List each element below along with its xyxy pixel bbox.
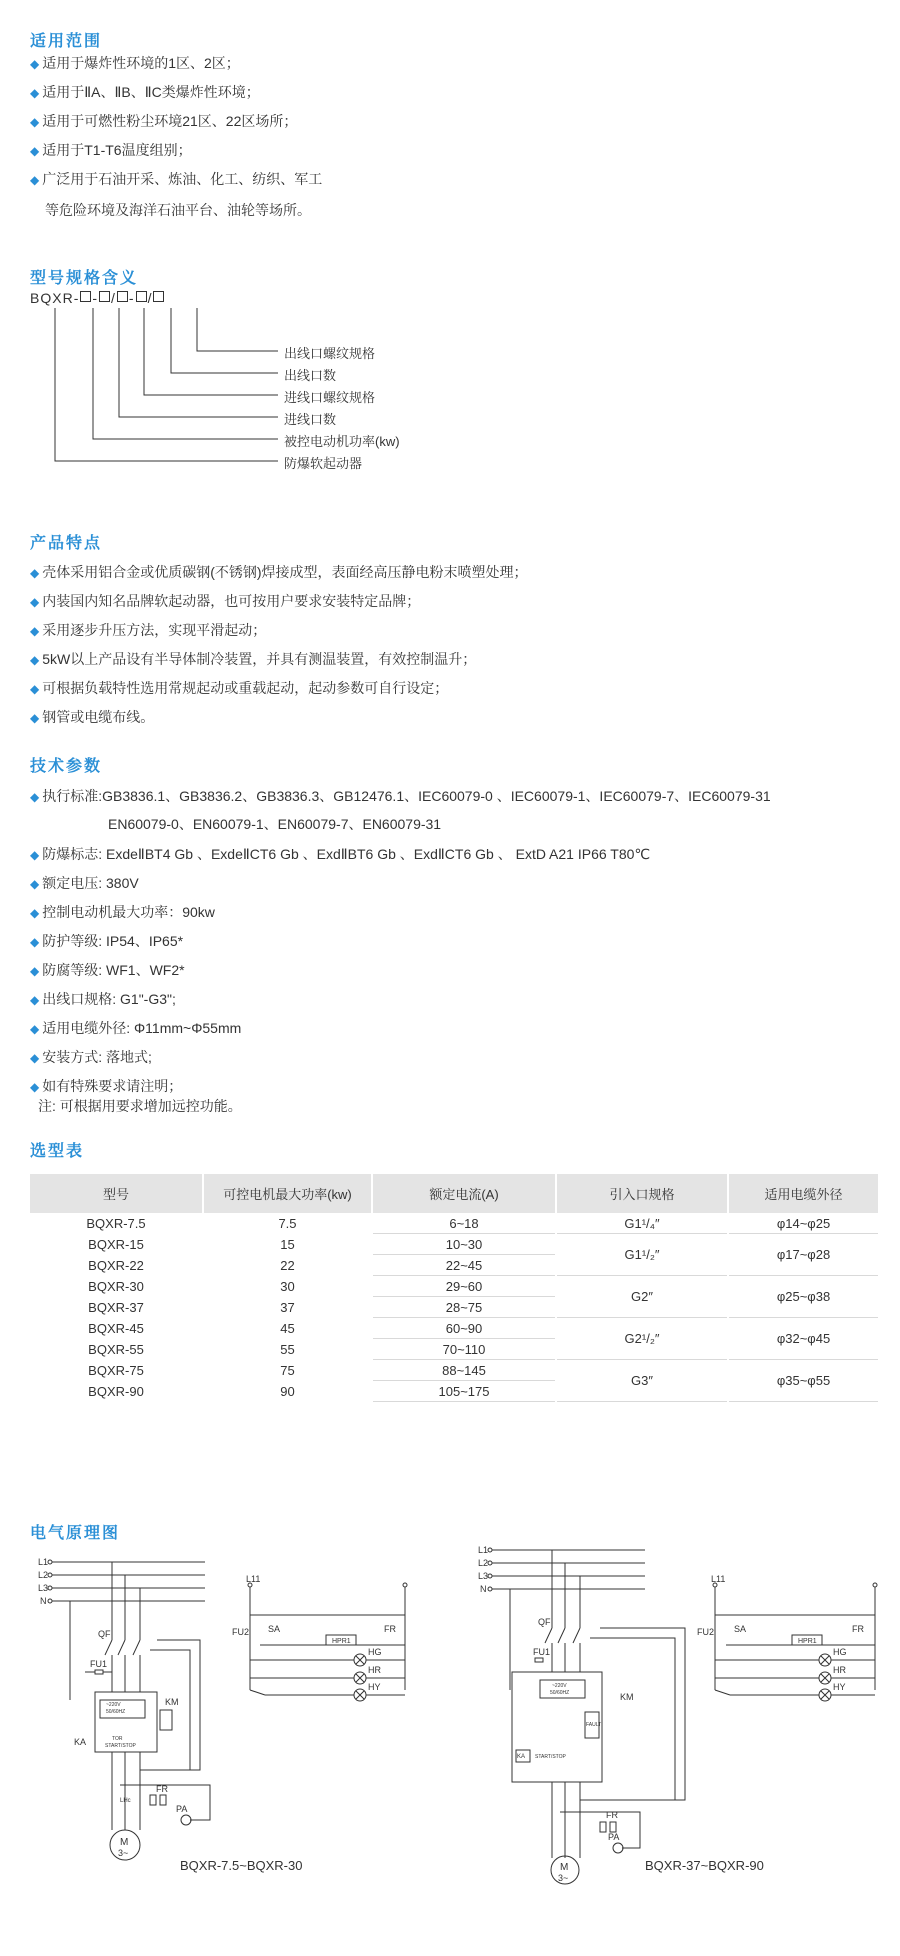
- col-header-spec: 引入口规格: [556, 1174, 728, 1213]
- model-code-item: 防爆软起动器: [284, 456, 363, 471]
- label-hr: HR: [368, 1665, 381, 1675]
- cell-power: 75: [203, 1360, 372, 1381]
- label-l2-r: L2: [478, 1558, 489, 1568]
- cell-power: 90: [203, 1381, 372, 1402]
- tech-item: [30, 902, 215, 923]
- feature-item: [30, 620, 266, 641]
- tech-item: [30, 1076, 182, 1097]
- scope-item-text: 适用于T1-T6温度组别；: [42, 142, 192, 158]
- table-row: [30, 1276, 878, 1297]
- feature-item-text: 可根据负载特性选用常规起动或重载起动，起动参数可自行设定；: [42, 680, 449, 696]
- label-lh: LHc: [120, 1798, 131, 1804]
- label-l11-r: L11: [711, 1574, 726, 1584]
- feature-item-text: 5kW以上产品设有半导体制冷装置，并具有测温装置，有效控制温升；: [42, 651, 477, 667]
- scope-item-text: 适用于可燃性粉尘环境21区、22区场所；: [42, 113, 298, 129]
- bullet-diamond-icon: ◆: [30, 993, 40, 1007]
- feature-item: [30, 678, 448, 699]
- bullet-diamond-icon: ◆: [30, 906, 40, 920]
- model-code: BQXR- - / - /: [30, 290, 165, 306]
- label-n: N: [40, 1596, 47, 1606]
- bullet-diamond-icon: ◆: [30, 624, 40, 638]
- label-pa-r: PA: [608, 1832, 620, 1842]
- label-hy-r: HY: [833, 1682, 846, 1692]
- cell-cable: φ35~φ55: [728, 1360, 878, 1402]
- cell-model: BQXR-45: [88, 1320, 144, 1336]
- bullet-diamond-icon: ◆: [30, 877, 40, 891]
- model-code-item: 被控电动机功率(kw): [284, 434, 400, 449]
- label-hz: 50/60HZ: [106, 1709, 126, 1715]
- tech-item: [30, 960, 185, 981]
- selection-table: [30, 1174, 878, 1402]
- caption-left-diagram: BQXR-7.5~BQXR-30: [180, 1858, 303, 1873]
- cell-model: BQXR-90: [88, 1383, 144, 1399]
- cell-model: BQXR-75: [88, 1362, 144, 1378]
- section-title-selection: 选型表: [30, 1143, 85, 1160]
- label-sa: SA: [268, 1624, 281, 1634]
- label-motor-r: M: [560, 1862, 569, 1873]
- label-startstop-r: START/STOP: [535, 1754, 566, 1760]
- col-header-cable: 适用电缆外径: [728, 1174, 878, 1213]
- feature-item: [30, 591, 420, 612]
- label-hr-r: HR: [833, 1665, 846, 1675]
- label-hpr-r: HPR1: [798, 1638, 817, 1645]
- bullet-diamond-icon: ◆: [30, 790, 40, 804]
- tech-item: [30, 989, 176, 1010]
- cell-spec: G1¹/₂″: [556, 1234, 728, 1276]
- label-motor: M: [120, 1837, 129, 1848]
- table-row: [30, 1213, 878, 1234]
- tech-item-text: 执行标准:GB3836.1、GB3836.2、GB3836.3、GB12476.1、IEC60079-0 、IEC60079-1、IEC60079-7、IEC60079-31: [42, 788, 771, 804]
- feature-item: [30, 562, 528, 583]
- label-km-r: KM: [620, 1692, 634, 1702]
- feature-item: [30, 649, 476, 670]
- bullet-diamond-icon: ◆: [30, 1080, 40, 1094]
- scope-item-text: 适用于ⅡA、ⅡB、ⅡC类爆炸性环境；: [42, 84, 260, 100]
- bullet-diamond-icon: ◆: [30, 653, 40, 667]
- cell-spec: G1¹/₄″: [556, 1213, 728, 1234]
- tech-item-text: 额定电压: 380V: [42, 875, 139, 891]
- label-hg-r: HG: [833, 1647, 847, 1657]
- tech-item: [30, 931, 183, 952]
- tech-item-text: 防腐等级: WF1、WF2*: [42, 962, 185, 978]
- cell-spec: G3″: [556, 1360, 728, 1402]
- label-qf: QF: [98, 1629, 111, 1639]
- table-row: [30, 1360, 878, 1381]
- cell-current: 28~75: [372, 1297, 556, 1318]
- model-code-leader-lines: [0, 0, 900, 480]
- label-l11: L11: [246, 1574, 261, 1584]
- label-qf-r: QF: [538, 1617, 551, 1627]
- label-startstop: START/STOP: [105, 1743, 136, 1749]
- bullet-diamond-icon: ◆: [30, 1051, 40, 1065]
- col-header-model: 型号: [30, 1174, 203, 1213]
- bullet-diamond-icon: ◆: [30, 935, 40, 949]
- label-ka: KA: [74, 1737, 87, 1747]
- label-fu1-r: FU1: [533, 1647, 551, 1657]
- cell-cable: φ32~φ45: [728, 1318, 878, 1360]
- cell-model: BQXR-7.5: [86, 1215, 146, 1231]
- tech-item: [30, 1018, 241, 1039]
- label-fr-r: FR: [606, 1810, 618, 1820]
- bullet-diamond-icon: ◆: [30, 144, 40, 158]
- label-km: KM: [165, 1697, 179, 1707]
- col-header-current: 额定电流(A): [372, 1174, 556, 1213]
- model-code-item: 进线口数: [284, 412, 337, 427]
- cell-current: 22~45: [372, 1255, 556, 1276]
- label-l2: L2: [38, 1570, 49, 1580]
- label-fr-ctrl: FR: [384, 1624, 396, 1634]
- bullet-diamond-icon: ◆: [30, 595, 40, 609]
- bullet-diamond-icon: ◆: [30, 115, 40, 129]
- section-title-tech: 技术参数: [30, 758, 103, 775]
- cell-model: BQXR-55: [88, 1341, 144, 1357]
- tech-item: [30, 873, 139, 894]
- section-title-model: 型号规格含义: [30, 270, 139, 287]
- bullet-diamond-icon: ◆: [30, 173, 40, 187]
- scope-item-text: 适用于爆炸性环境的1区、2区；: [42, 55, 240, 71]
- label-fault-r: FAULT: [586, 1722, 602, 1728]
- feature-item-text: 壳体采用铝合金或优质碳钢(不锈钢)焊接成型，表面经高压静电粉末喷塑处理；: [42, 564, 528, 580]
- model-code-item: 出线口螺纹规格: [284, 346, 376, 361]
- feature-item-text: 内装国内知名品牌软起动器，也可按用户要求安装特定品牌；: [42, 593, 421, 609]
- label-sa-r: SA: [734, 1624, 747, 1634]
- cell-spec: G2″: [556, 1276, 728, 1318]
- tech-item-text: 出线口规格: G1"-G3";: [42, 991, 176, 1007]
- cell-cable: φ25~φ38: [728, 1276, 878, 1318]
- tech-item: [30, 786, 771, 807]
- cell-model: BQXR-30: [88, 1278, 144, 1294]
- label-hz-r: 50/60HZ: [550, 1690, 570, 1696]
- label-fr-ctrl-r: FR: [852, 1624, 864, 1634]
- label-220v-r: ~220V: [552, 1683, 567, 1689]
- tech-item-text: 安装方式: 落地式;: [42, 1049, 152, 1065]
- label-motor-3phase: 3~: [118, 1848, 129, 1858]
- model-code-item: 进线口螺纹规格: [284, 390, 376, 405]
- tech-item-text: 防爆标志: ExdeⅡBT4 Gb 、ExdeⅡCT6 Gb 、ExdⅡBT6 Gb 、ExdⅡCT6 Gb 、 ExtD A21 IP66 T80℃: [42, 846, 651, 862]
- cell-model: BQXR-22: [88, 1257, 144, 1273]
- cell-spec: G2¹/₂″: [556, 1318, 728, 1360]
- circuit-diagrams: [0, 1540, 900, 1883]
- label-fu2: FU2: [232, 1627, 250, 1637]
- label-l1: L1: [38, 1557, 49, 1567]
- tech-item-text: 适用电缆外径: Φ11mm~Φ55mm: [42, 1020, 242, 1036]
- label-hy: HY: [368, 1682, 381, 1692]
- tech-item: [30, 1047, 152, 1068]
- bullet-diamond-icon: ◆: [30, 682, 40, 696]
- label-fr: FR: [156, 1784, 168, 1794]
- model-prefix: BQXR: [30, 290, 74, 306]
- bullet-diamond-icon: ◆: [30, 711, 40, 725]
- label-fu2-r: FU2: [697, 1627, 715, 1637]
- cell-current: 29~60: [372, 1276, 556, 1297]
- col-header-power: 可控电机最大功率(kw): [203, 1174, 372, 1213]
- cell-current: 105~175: [372, 1381, 556, 1402]
- cell-power: 45: [203, 1318, 372, 1339]
- feature-item-text: 采用逐步升压方法，实现平滑起动；: [42, 622, 267, 638]
- label-tor: TOR: [112, 1736, 123, 1742]
- cell-current: 70~110: [372, 1339, 556, 1360]
- bullet-diamond-icon: ◆: [30, 848, 40, 862]
- tech-item-text: 控制电动机最大功率：90kw: [42, 904, 215, 920]
- table-header-row: [30, 1174, 878, 1213]
- feature-item-text: 钢管或电缆布线。: [42, 709, 155, 725]
- cell-power: 37: [203, 1297, 372, 1318]
- cell-current: 10~30: [372, 1234, 556, 1255]
- tech-standard-continuation: EN60079-0、EN60079-1、EN60079-7、EN60079-31: [108, 816, 442, 832]
- section-title-features: 产品特点: [30, 535, 103, 552]
- label-l3: L3: [38, 1583, 49, 1593]
- cell-power: 22: [203, 1255, 372, 1276]
- scope-item-continuation: 等危险环境及海洋石油平台、油轮等场所。: [45, 202, 311, 218]
- cell-cable: φ14~φ25: [728, 1213, 878, 1234]
- label-l3-r: L3: [478, 1571, 489, 1581]
- label-pa: PA: [176, 1804, 188, 1814]
- label-l1-r: L1: [478, 1545, 489, 1555]
- tech-item-text: 如有特殊要求请注明；: [42, 1078, 183, 1094]
- bullet-diamond-icon: ◆: [30, 964, 40, 978]
- table-row: [30, 1318, 878, 1339]
- cell-power: 15: [203, 1234, 372, 1255]
- model-code-item: 出线口数: [284, 368, 337, 383]
- tech-item: [30, 844, 650, 865]
- label-motor-3phase-r: 3~: [558, 1873, 569, 1883]
- bullet-diamond-icon: ◆: [30, 1022, 40, 1036]
- label-ka-r: KA: [517, 1754, 526, 1760]
- section-title-circuit: 电气原理图: [30, 1525, 121, 1542]
- cell-power: 55: [203, 1339, 372, 1360]
- cell-model: BQXR-15: [88, 1236, 144, 1252]
- tech-item-text: 防护等级: IP54、IP65*: [42, 933, 184, 949]
- cell-power: 7.5: [203, 1213, 372, 1234]
- bullet-diamond-icon: ◆: [30, 57, 40, 71]
- cell-current: 6~18: [372, 1213, 556, 1234]
- cell-current: 60~90: [372, 1318, 556, 1339]
- bullet-diamond-icon: ◆: [30, 566, 40, 580]
- label-fu1: FU1: [90, 1659, 108, 1669]
- cell-cable: φ17~φ28: [728, 1234, 878, 1276]
- section-title-scope: 适用范围: [30, 33, 103, 50]
- label-220v: ~220V: [106, 1702, 121, 1708]
- feature-item: [30, 707, 154, 728]
- tech-note: 注: 可根据用要求增加远控功能。: [38, 1098, 242, 1114]
- label-n-r: N: [480, 1584, 487, 1594]
- circuit-right: [488, 1548, 877, 1884]
- scope-item-text: 广泛用于石油开采、炼油、化工、纺织、军工: [42, 171, 323, 187]
- bullet-diamond-icon: ◆: [30, 86, 40, 100]
- cell-current: 88~145: [372, 1360, 556, 1381]
- caption-right-diagram: BQXR-37~BQXR-90: [645, 1858, 764, 1873]
- circuit-left: [48, 1560, 407, 1860]
- cell-model: BQXR-37: [88, 1299, 144, 1315]
- label-hpr: HPR1: [332, 1638, 351, 1645]
- cell-power: 30: [203, 1276, 372, 1297]
- label-hg: HG: [368, 1647, 382, 1657]
- table-row: [30, 1234, 878, 1255]
